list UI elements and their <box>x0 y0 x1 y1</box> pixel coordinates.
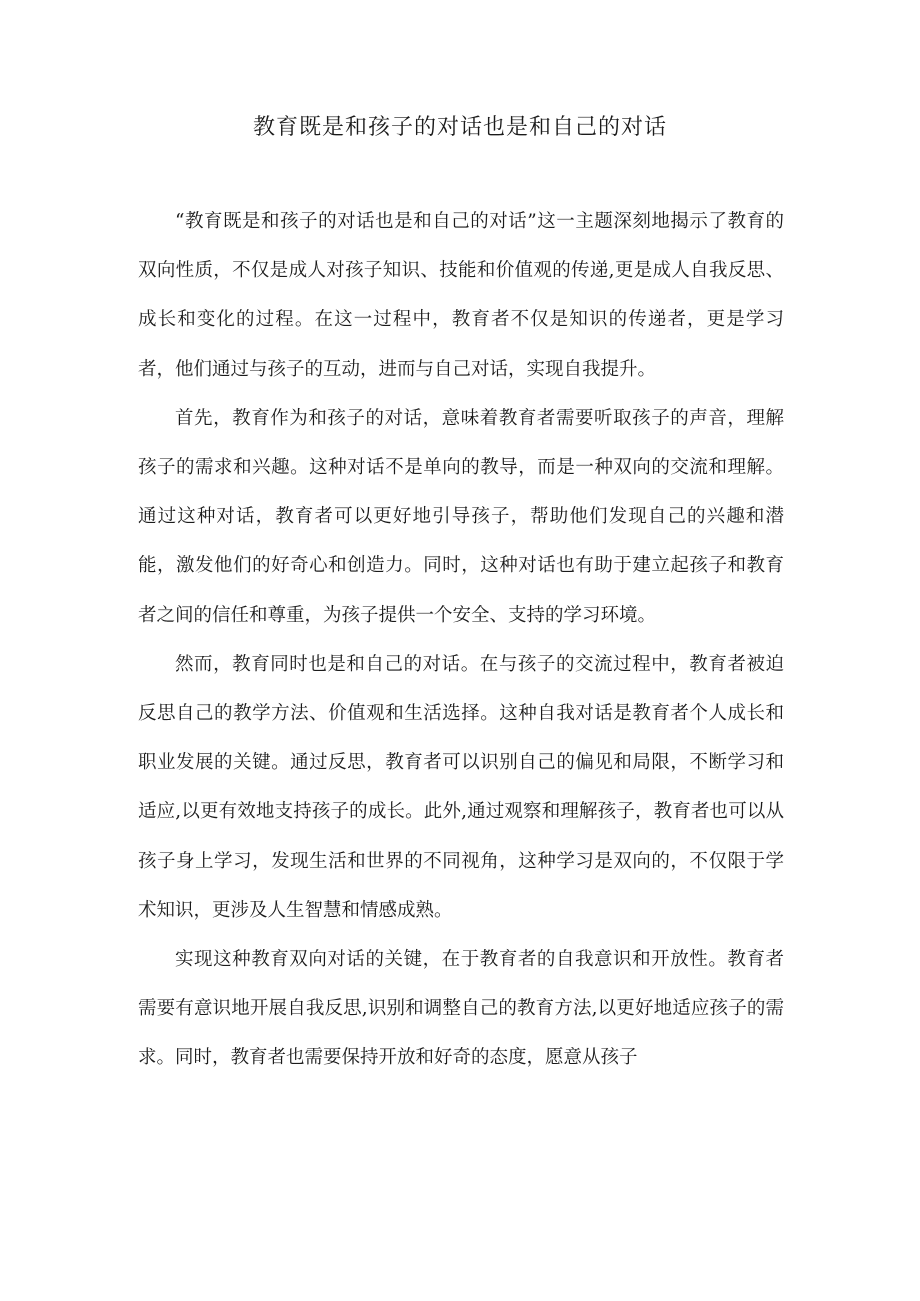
paragraph-key: 实现这种教育双向对话的关键，在于教育者的自我意识和开放性。教育者需要有意识地开展自我反思,识别和调整自己的教育方法,以更好地适应孩子的需求。同时，教育者也需要保持开放和好奇的态度，愿意从孩子 <box>138 949 784 1069</box>
paragraph-intro: “教育既是和孩子的对话也是和自己的对话”这一主题深刻地揭示了教育的双向性质，不仅是成人对孩子知识、技能和价值观的传递,更是成人自我反思、成长和变化的过程。在这一过程中，教育者不仅是知识的传递者，更是学习者，他们通过与孩子的互动，进而与自己对话，实现自我提升。 <box>138 211 784 380</box>
document-body <box>138 197 784 1083</box>
paragraph-however: 然而，教育同时也是和自己的对话。在与孩子的交流过程中，教育者被迫反思自己的教学方法、价值观和生活选择。这种自我对话是教育者个人成长和职业发展的关键。通过反思，教育者可以识别自己的偏见和局限，不断学习和适应,以更有效地支持孩子的成长。此外,通过观察和理解孩子，教育者也可以从孩子身上学习，发现生活和世界的不同视角，这种学习是双向的，不仅限于学术知识，更涉及人生智慧和情感成熟。 <box>138 653 784 921</box>
document-title: 教育既是和孩子的对话也是和自己的对话 <box>252 115 667 140</box>
paragraph-first: 首先，教育作为和孩子的对话，意味着教育者需要听取孩子的声音，理解孩子的需求和兴趣。这种对话不是单向的教导，而是一种双向的交流和理解。通过这种对话，教育者可以更好地引导孩子，帮助他们发现自己的兴趣和潜能，激发他们的好奇心和创造力。同时，这种对话也有助于建立起孩子和教育者之间的信任和尊重，为孩子提供一个安全、支持的学习环境。 <box>138 407 784 626</box>
